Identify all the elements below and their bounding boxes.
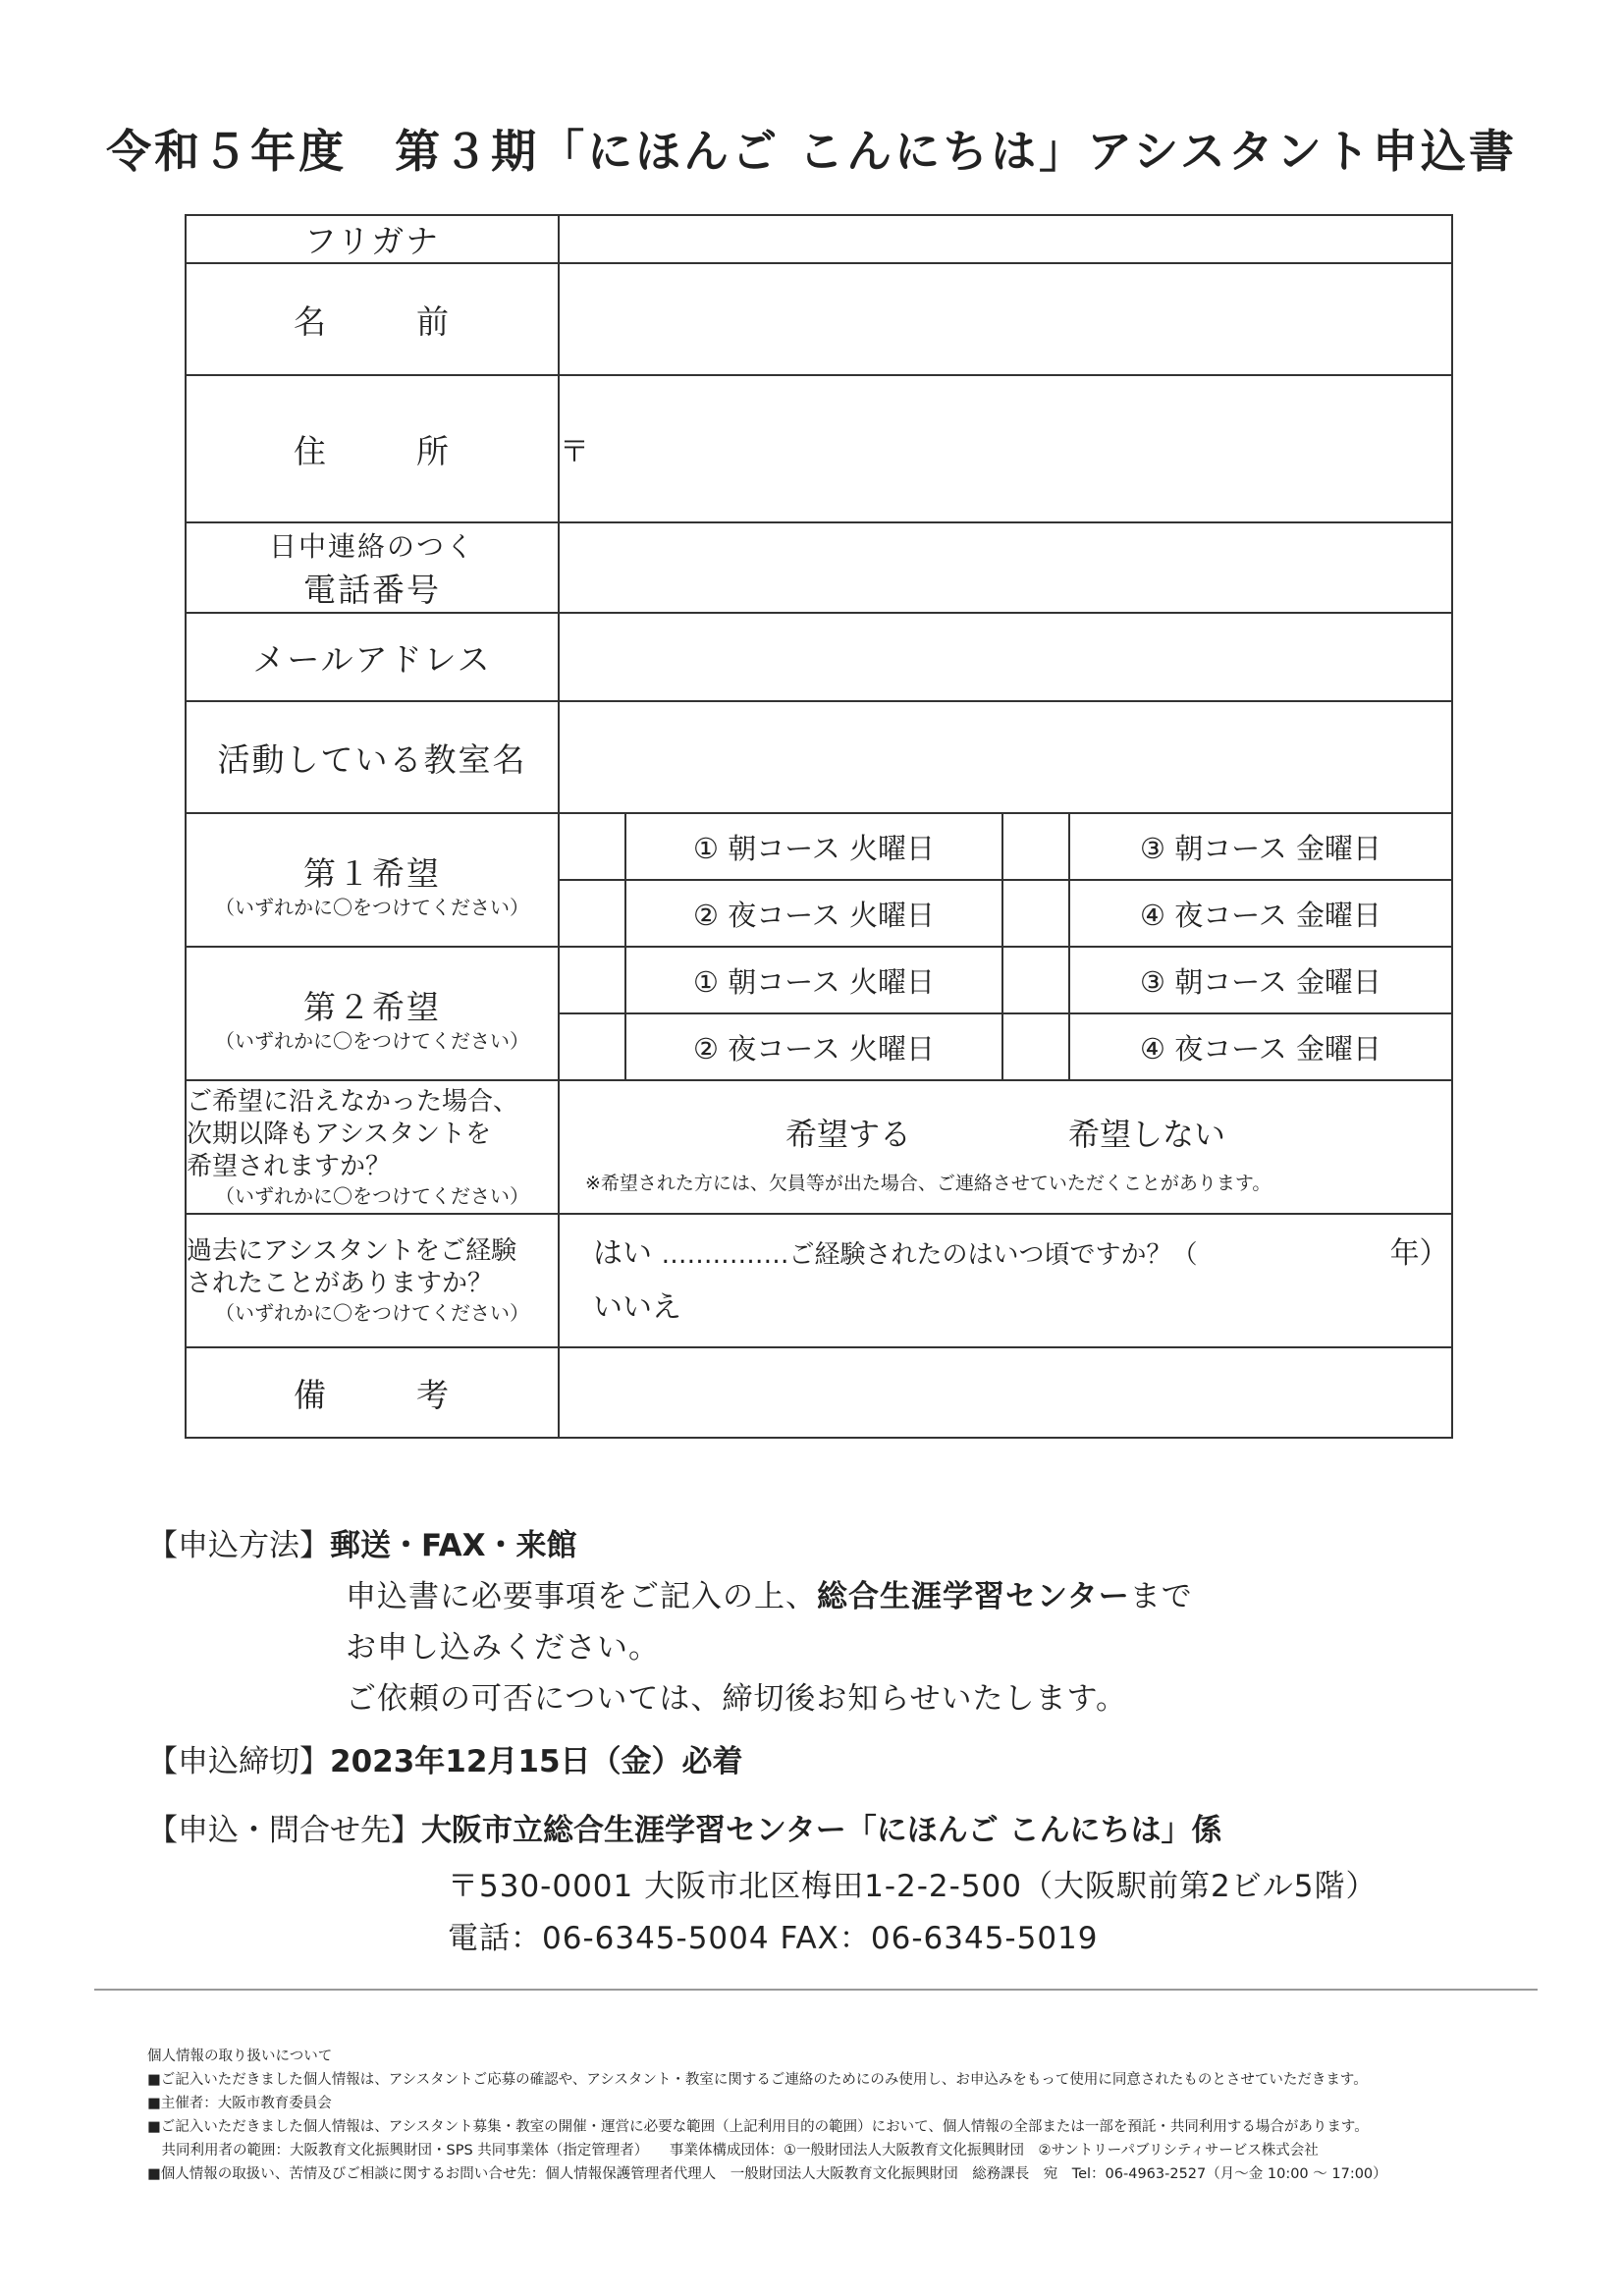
experience-question: 過去にアシスタントをご経験 されたことがありますか？ （いずれかに〇をつけてください） (186, 1214, 559, 1347)
phone-label: 日中連絡のつく 電話番号 (186, 522, 559, 613)
classroom-field[interactable] (559, 701, 1452, 813)
experience-answer (559, 1214, 1452, 1347)
choice2-opt2: ② 夜コース 火曜日 (625, 1013, 1002, 1080)
name-field[interactable] (559, 263, 1452, 375)
choice2-opt3: ③ 朝コース 金曜日 (1069, 947, 1452, 1013)
postal-mark: 〒 (560, 435, 589, 469)
choice1-opt1-box[interactable] (559, 813, 625, 880)
deadline (147, 1736, 743, 1780)
classroom-label: 活動している教室名 (186, 701, 559, 813)
choice1-opt2-box[interactable] (559, 880, 625, 947)
apply-method (147, 1520, 577, 1564)
remarks-field[interactable] (559, 1347, 1452, 1438)
next-term-question: ご希望に沿えなかった場合、 次期以降もアシスタントを 希望されますか？ （いずれかに〇をつけてください） (186, 1080, 559, 1214)
contact-address: 〒530-0001 大阪市北区梅田1-2-2-500（大阪駅前第2ビル5階） (448, 1869, 1378, 1904)
name-label: 名 前 (186, 263, 559, 375)
choice2-opt1-box[interactable] (559, 947, 625, 1013)
exp-yes-option[interactable]: はい (593, 1235, 652, 1271)
contact-label: 【申込・問合せ先】 (147, 1813, 421, 1848)
choice1-opt3-box[interactable] (1002, 813, 1069, 880)
deadline-value: 2023年12月15日（金）必着 (330, 1744, 743, 1779)
apply-method-value: 郵送・FAX・来館 (330, 1528, 577, 1563)
hope-note: ※希望された方には、欠員等が出た場合、ご連絡させていただくことがあります。 (585, 1172, 1271, 1194)
choice2-opt1: ① 朝コース 火曜日 (625, 947, 1002, 1013)
choice2-opt4-box[interactable] (1002, 1013, 1069, 1080)
divider (94, 1989, 1538, 1991)
apply-method-label: 【申込方法】 (147, 1528, 330, 1563)
exp-when-question: ……………ご経験されたのはいつ頃ですか？（ (661, 1239, 1198, 1270)
email-label: メールアドレス (186, 613, 559, 701)
application-form (185, 214, 1453, 1439)
choice1-opt4-box[interactable] (1002, 880, 1069, 947)
address-field[interactable] (559, 375, 1452, 522)
choice2-opt2-box[interactable] (559, 1013, 625, 1080)
address-label: 住 所 (186, 375, 559, 522)
choice2-label: 第２希望 （いずれかに〇をつけてください） (186, 947, 559, 1080)
phone-field[interactable] (559, 522, 1452, 613)
deadline-label: 【申込締切】 (147, 1744, 330, 1779)
choice2-opt3-box[interactable] (1002, 947, 1069, 1013)
apply-text-2: お申し込みください。 (346, 1630, 660, 1666)
email-field[interactable] (559, 613, 1452, 701)
choice1-label: 第１希望 （いずれかに〇をつけてください） (186, 813, 559, 947)
choice2-opt4: ④ 夜コース 金曜日 (1069, 1013, 1452, 1080)
contact (147, 1805, 1222, 1849)
exp-no-option[interactable]: いいえ (593, 1289, 681, 1325)
exp-year-suffix: 年） (1389, 1235, 1449, 1271)
contact-value: 大阪市立総合生涯学習センター「にほんご こんにちは」係 (421, 1813, 1222, 1848)
choice1-opt4: ④ 夜コース 金曜日 (1069, 880, 1452, 947)
hope-no-option[interactable]: 希望しない (1068, 1115, 1226, 1153)
furigana-field[interactable] (559, 215, 1452, 263)
form-title: 令和５年度 第３期「にほんご こんにちは」アシスタント申込書 (106, 125, 1517, 178)
next-term-answer (559, 1080, 1452, 1214)
remarks-label: 備 考 (186, 1347, 559, 1438)
hope-yes-option[interactable]: 希望する (784, 1115, 911, 1153)
choice1-opt2: ② 夜コース 火曜日 (625, 880, 1002, 947)
apply-text-3: ご依頼の可否については、締切後お知らせいたします。 (346, 1681, 1127, 1717)
contact-phone: 電話：06-6345-5004 FAX：06-6345-5019 (448, 1921, 1099, 1956)
choice1-opt1: ① 朝コース 火曜日 (625, 813, 1002, 880)
privacy-notice: 個人情報の取り扱いについて ■ご記入いただきました個人情報は、アシスタントご応募の確認や、アシスタント・教室に関するご連絡のためにのみ使用し、お申込みをもって使用に同意されたものとさせていただきます。 ■主催者：大阪市教育委員会 ■ご記入いただきました個人情報は、アシスタント募集・教室の開催・運営に必要な範囲（上記利用目的の範囲）において、個人情報の全部または一部を預託・共同利用する場合があります。 共同利用者の範囲：大阪教育文化振興財団・SPS 共同事業体（指定管理者） 事業体構成団体：①一般財団法人大阪教育文化振興財団 ②サントリーパブリシティサービス株式会社 ■個人情報の取扱い、苦情及びご相談に関するお問い合せ先：個人情報保護管理者代理人 一般財団法人大阪教育文化振興財団 総務課長 宛 Tel：06-4963-2527（月～金 10:00 ～ 17:00） (147, 2049, 1387, 2182)
furigana-label: フリガナ (186, 215, 559, 263)
apply-text-1: 申込書に必要事項をご記入の上、総合生涯学習センターまで (346, 1579, 1193, 1614)
choice1-opt3: ③ 朝コース 金曜日 (1069, 813, 1452, 880)
